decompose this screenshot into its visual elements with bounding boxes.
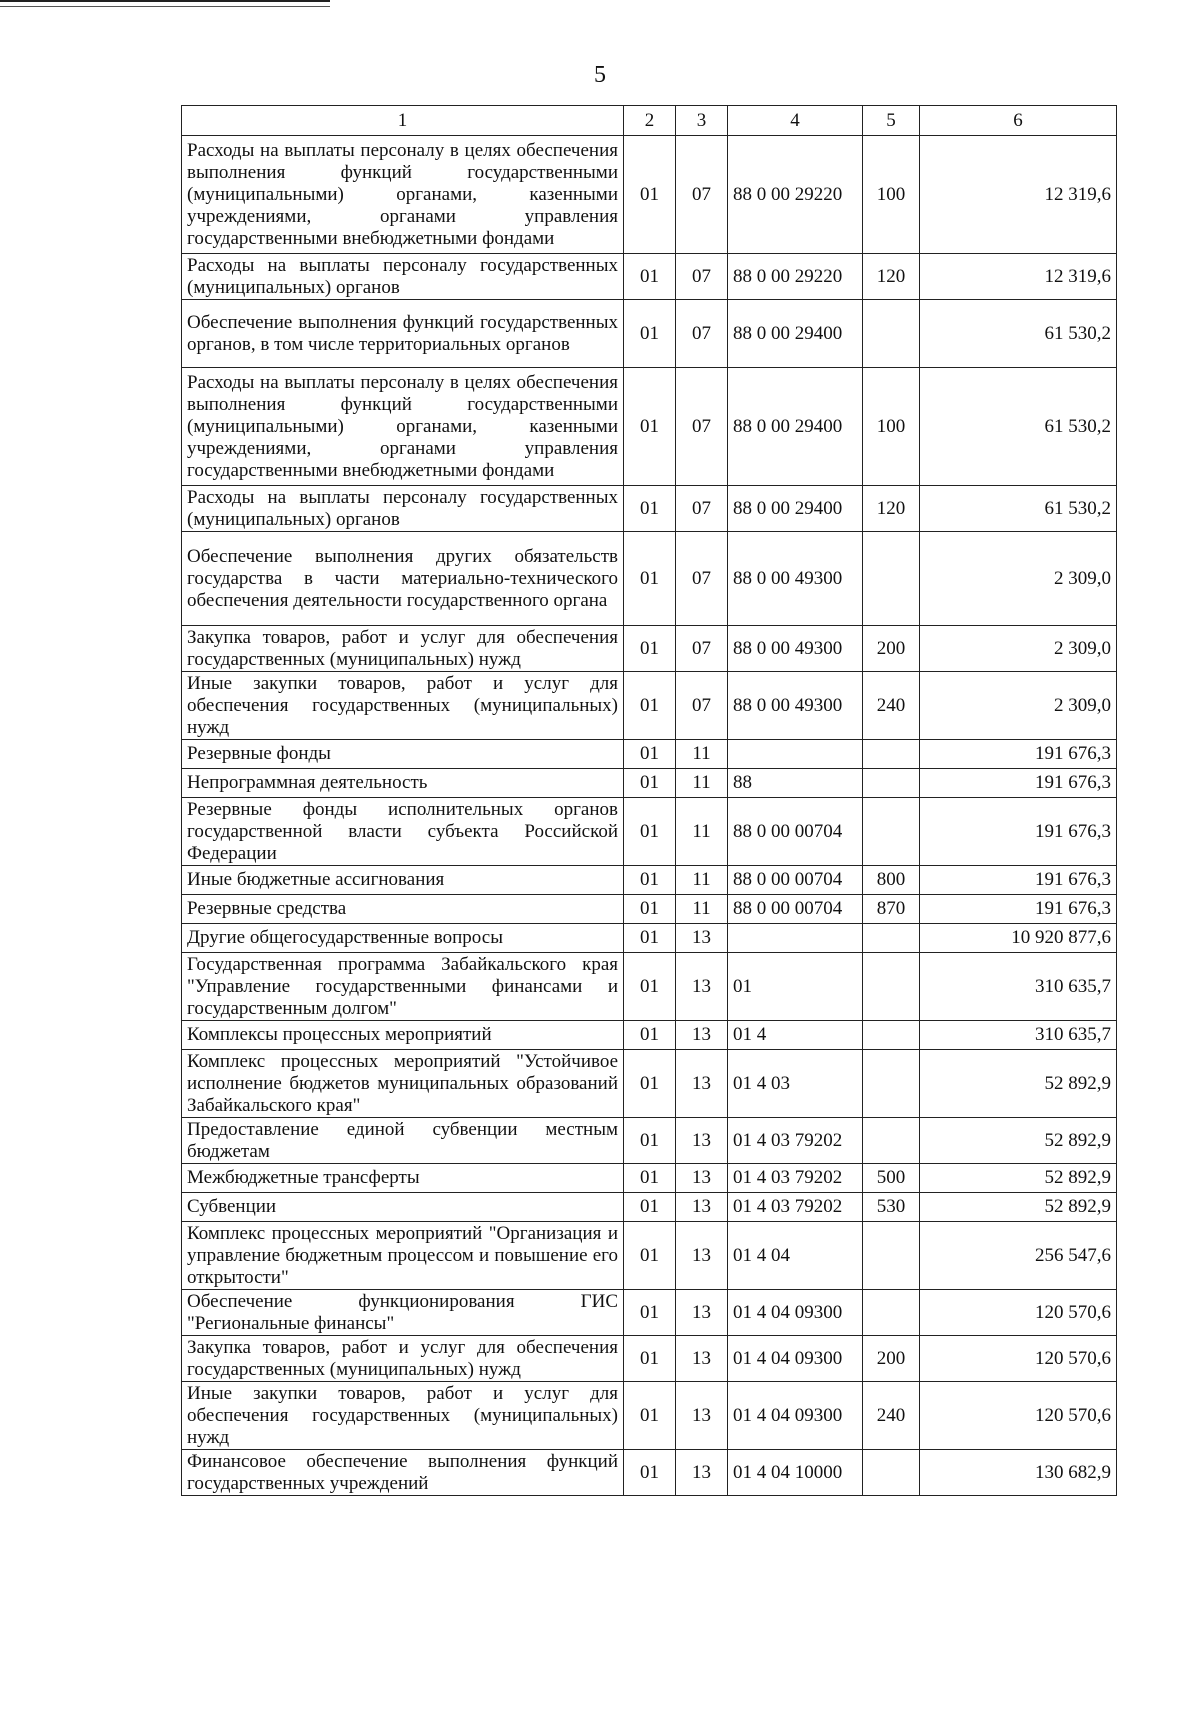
table-row <box>182 798 1117 866</box>
subsection-code: 11 <box>676 740 728 769</box>
table-row <box>182 953 1117 1021</box>
subsection-code: 07 <box>676 486 728 532</box>
budget-table <box>181 105 1117 1496</box>
table-row <box>182 1021 1117 1050</box>
table-row <box>182 1450 1117 1496</box>
expense-type-code: 240 <box>863 1382 920 1450</box>
amount: 10 920 877,6 <box>920 924 1117 953</box>
amount: 2 309,0 <box>920 532 1117 626</box>
target-item-code: 88 0 00 00704 <box>728 866 863 895</box>
section-code: 01 <box>624 1050 676 1118</box>
expense-type-code <box>863 740 920 769</box>
subsection-code: 07 <box>676 532 728 626</box>
expense-type-code <box>863 769 920 798</box>
top-rule-secondary <box>0 6 330 7</box>
section-code: 01 <box>624 368 676 486</box>
amount: 52 892,9 <box>920 1193 1117 1222</box>
section-code: 01 <box>624 532 676 626</box>
section-code: 01 <box>624 136 676 254</box>
row-name: Иные закупки товаров, работ и услуг для обеспечения государственных (муниципальных) нужд <box>182 672 624 740</box>
section-code: 01 <box>624 1118 676 1164</box>
table-row <box>182 924 1117 953</box>
expense-type-code: 100 <box>863 368 920 486</box>
subsection-code: 13 <box>676 1193 728 1222</box>
target-item-code: 88 0 00 00704 <box>728 895 863 924</box>
amount: 191 676,3 <box>920 798 1117 866</box>
row-name: Государственная программа Забайкальского края "Управление государственными финансами и государственным долгом" <box>182 953 624 1021</box>
table-row <box>182 486 1117 532</box>
target-item-code: 01 4 03 79202 <box>728 1164 863 1193</box>
subsection-code: 13 <box>676 1336 728 1382</box>
table-row <box>182 626 1117 672</box>
expense-type-code: 100 <box>863 136 920 254</box>
section-code: 01 <box>624 672 676 740</box>
amount: 191 676,3 <box>920 895 1117 924</box>
expense-type-code: 200 <box>863 1336 920 1382</box>
target-item-code: 88 0 00 29400 <box>728 300 863 368</box>
subsection-code: 13 <box>676 1382 728 1450</box>
amount: 120 570,6 <box>920 1336 1117 1382</box>
row-name: Расходы на выплаты персоналу в целях обеспечения выполнения функций государственными (муниципальными) органами, казенными учреждениями, органами управления государственными внебюджетными фондами <box>182 368 624 486</box>
expense-type-code: 240 <box>863 672 920 740</box>
row-name: Межбюджетные трансферты <box>182 1164 624 1193</box>
table-body <box>182 136 1117 1496</box>
amount: 191 676,3 <box>920 740 1117 769</box>
amount: 310 635,7 <box>920 953 1117 1021</box>
amount: 12 319,6 <box>920 254 1117 300</box>
expense-type-code <box>863 1290 920 1336</box>
row-name: Резервные фонды исполнительных органов государственной власти субъекта Российской Федерации <box>182 798 624 866</box>
column-header: 1 <box>182 106 624 136</box>
row-name: Резервные фонды <box>182 740 624 769</box>
row-name: Непрограммная деятельность <box>182 769 624 798</box>
target-item-code <box>728 740 863 769</box>
amount: 61 530,2 <box>920 486 1117 532</box>
target-item-code: 88 0 00 00704 <box>728 798 863 866</box>
subsection-code: 13 <box>676 1164 728 1193</box>
expense-type-code: 870 <box>863 895 920 924</box>
table-row <box>182 1164 1117 1193</box>
table-row <box>182 300 1117 368</box>
subsection-code: 13 <box>676 953 728 1021</box>
section-code: 01 <box>624 626 676 672</box>
subsection-code: 13 <box>676 1222 728 1290</box>
target-item-code: 88 0 00 29220 <box>728 136 863 254</box>
subsection-code: 11 <box>676 866 728 895</box>
top-rule <box>0 0 330 2</box>
table-row <box>182 866 1117 895</box>
section-code: 01 <box>624 1290 676 1336</box>
row-name: Расходы на выплаты персоналу государственных (муниципальных) органов <box>182 254 624 300</box>
subsection-code: 11 <box>676 769 728 798</box>
expense-type-code <box>863 1222 920 1290</box>
expense-type-code <box>863 1450 920 1496</box>
amount: 52 892,9 <box>920 1050 1117 1118</box>
table-row <box>182 368 1117 486</box>
amount: 61 530,2 <box>920 300 1117 368</box>
row-name: Субвенции <box>182 1193 624 1222</box>
amount: 120 570,6 <box>920 1290 1117 1336</box>
amount: 256 547,6 <box>920 1222 1117 1290</box>
table-row <box>182 1050 1117 1118</box>
target-item-code: 01 4 04 09300 <box>728 1290 863 1336</box>
table-row <box>182 136 1117 254</box>
section-code: 01 <box>624 1164 676 1193</box>
target-item-code: 88 0 00 49300 <box>728 626 863 672</box>
section-code: 01 <box>624 769 676 798</box>
expense-type-code <box>863 924 920 953</box>
row-name: Финансовое обеспечение выполнения функций государственных учреждений <box>182 1450 624 1496</box>
expense-type-code: 500 <box>863 1164 920 1193</box>
subsection-code: 13 <box>676 1450 728 1496</box>
section-code: 01 <box>624 486 676 532</box>
section-code: 01 <box>624 1450 676 1496</box>
target-item-code: 88 0 00 29400 <box>728 486 863 532</box>
target-item-code: 88 0 00 49300 <box>728 532 863 626</box>
expense-type-code: 120 <box>863 254 920 300</box>
row-name: Обеспечение выполнения других обязательств государства в части материально-технического обеспечения деятельности государственного органа <box>182 532 624 626</box>
column-header: 6 <box>920 106 1117 136</box>
table-row <box>182 769 1117 798</box>
row-name: Закупка товаров, работ и услуг для обеспечения государственных (муниципальных) нужд <box>182 626 624 672</box>
target-item-code: 88 <box>728 769 863 798</box>
section-code: 01 <box>624 1193 676 1222</box>
subsection-code: 13 <box>676 1118 728 1164</box>
section-code: 01 <box>624 1222 676 1290</box>
section-code: 01 <box>624 953 676 1021</box>
subsection-code: 07 <box>676 136 728 254</box>
target-item-code: 01 4 03 79202 <box>728 1118 863 1164</box>
target-item-code: 88 0 00 29220 <box>728 254 863 300</box>
table-row <box>182 740 1117 769</box>
row-name: Иные закупки товаров, работ и услуг для обеспечения государственных (муниципальных) нужд <box>182 1382 624 1450</box>
section-code: 01 <box>624 924 676 953</box>
subsection-code: 07 <box>676 254 728 300</box>
target-item-code: 01 4 04 09300 <box>728 1336 863 1382</box>
section-code: 01 <box>624 1336 676 1382</box>
column-header: 5 <box>863 106 920 136</box>
amount: 61 530,2 <box>920 368 1117 486</box>
table-row <box>182 895 1117 924</box>
subsection-code: 13 <box>676 924 728 953</box>
amount: 191 676,3 <box>920 866 1117 895</box>
expense-type-code <box>863 1118 920 1164</box>
section-code: 01 <box>624 1021 676 1050</box>
target-item-code: 01 4 04 <box>728 1222 863 1290</box>
row-name: Обеспечение функционирования ГИС "Региональные финансы" <box>182 1290 624 1336</box>
expense-type-code <box>863 300 920 368</box>
table-row <box>182 1118 1117 1164</box>
expense-type-code: 200 <box>863 626 920 672</box>
target-item-code <box>728 924 863 953</box>
section-code: 01 <box>624 895 676 924</box>
table-row <box>182 1382 1117 1450</box>
subsection-code: 07 <box>676 626 728 672</box>
expense-type-code <box>863 953 920 1021</box>
column-header: 3 <box>676 106 728 136</box>
target-item-code: 01 4 <box>728 1021 863 1050</box>
amount: 2 309,0 <box>920 672 1117 740</box>
subsection-code: 13 <box>676 1290 728 1336</box>
table-row <box>182 1222 1117 1290</box>
table-row <box>182 1193 1117 1222</box>
subsection-code: 07 <box>676 672 728 740</box>
column-header: 2 <box>624 106 676 136</box>
expense-type-code <box>863 1050 920 1118</box>
amount: 310 635,7 <box>920 1021 1117 1050</box>
target-item-code: 01 4 03 <box>728 1050 863 1118</box>
amount: 52 892,9 <box>920 1164 1117 1193</box>
row-name: Резервные средства <box>182 895 624 924</box>
amount: 191 676,3 <box>920 769 1117 798</box>
row-name: Другие общегосударственные вопросы <box>182 924 624 953</box>
row-name: Расходы на выплаты персоналу государственных (муниципальных) органов <box>182 486 624 532</box>
amount: 52 892,9 <box>920 1118 1117 1164</box>
subsection-code: 07 <box>676 300 728 368</box>
row-name: Комплекс процессных мероприятий "Устойчивое исполнение бюджетов муниципальных образований Забайкальского края" <box>182 1050 624 1118</box>
table-row <box>182 672 1117 740</box>
table-row <box>182 1290 1117 1336</box>
table-header-row <box>182 106 1117 136</box>
target-item-code: 88 0 00 29400 <box>728 368 863 486</box>
subsection-code: 11 <box>676 895 728 924</box>
subsection-code: 13 <box>676 1050 728 1118</box>
expense-type-code: 530 <box>863 1193 920 1222</box>
target-item-code: 01 4 04 10000 <box>728 1450 863 1496</box>
amount: 12 319,6 <box>920 136 1117 254</box>
section-code: 01 <box>624 798 676 866</box>
table-row <box>182 532 1117 626</box>
section-code: 01 <box>624 866 676 895</box>
row-name: Закупка товаров, работ и услуг для обеспечения государственных (муниципальных) нужд <box>182 1336 624 1382</box>
table-row <box>182 1336 1117 1382</box>
expense-type-code <box>863 532 920 626</box>
row-name: Обеспечение выполнения функций государственных органов, в том числе территориальных органов <box>182 300 624 368</box>
expense-type-code: 800 <box>863 866 920 895</box>
expense-type-code <box>863 1021 920 1050</box>
section-code: 01 <box>624 1382 676 1450</box>
expense-type-code <box>863 798 920 866</box>
table-row <box>182 254 1117 300</box>
expense-type-code: 120 <box>863 486 920 532</box>
row-name: Комплексы процессных мероприятий <box>182 1021 624 1050</box>
row-name: Предоставление единой субвенции местным бюджетам <box>182 1118 624 1164</box>
section-code: 01 <box>624 300 676 368</box>
subsection-code: 11 <box>676 798 728 866</box>
target-item-code: 01 4 04 09300 <box>728 1382 863 1450</box>
target-item-code: 88 0 00 49300 <box>728 672 863 740</box>
section-code: 01 <box>624 254 676 300</box>
target-item-code: 01 <box>728 953 863 1021</box>
subsection-code: 07 <box>676 368 728 486</box>
subsection-code: 13 <box>676 1021 728 1050</box>
amount: 2 309,0 <box>920 626 1117 672</box>
row-name: Расходы на выплаты персоналу в целях обеспечения выполнения функций государственными (муниципальными) органами, казенными учреждениями, органами управления государственными внебюджетными фондами <box>182 136 624 254</box>
amount: 120 570,6 <box>920 1382 1117 1450</box>
amount: 130 682,9 <box>920 1450 1117 1496</box>
column-header: 4 <box>728 106 863 136</box>
page-number: 5 <box>594 62 606 88</box>
row-name: Комплекс процессных мероприятий "Организация и управление бюджетным процессом и повышение его открытости" <box>182 1222 624 1290</box>
row-name: Иные бюджетные ассигнования <box>182 866 624 895</box>
target-item-code: 01 4 03 79202 <box>728 1193 863 1222</box>
section-code: 01 <box>624 740 676 769</box>
